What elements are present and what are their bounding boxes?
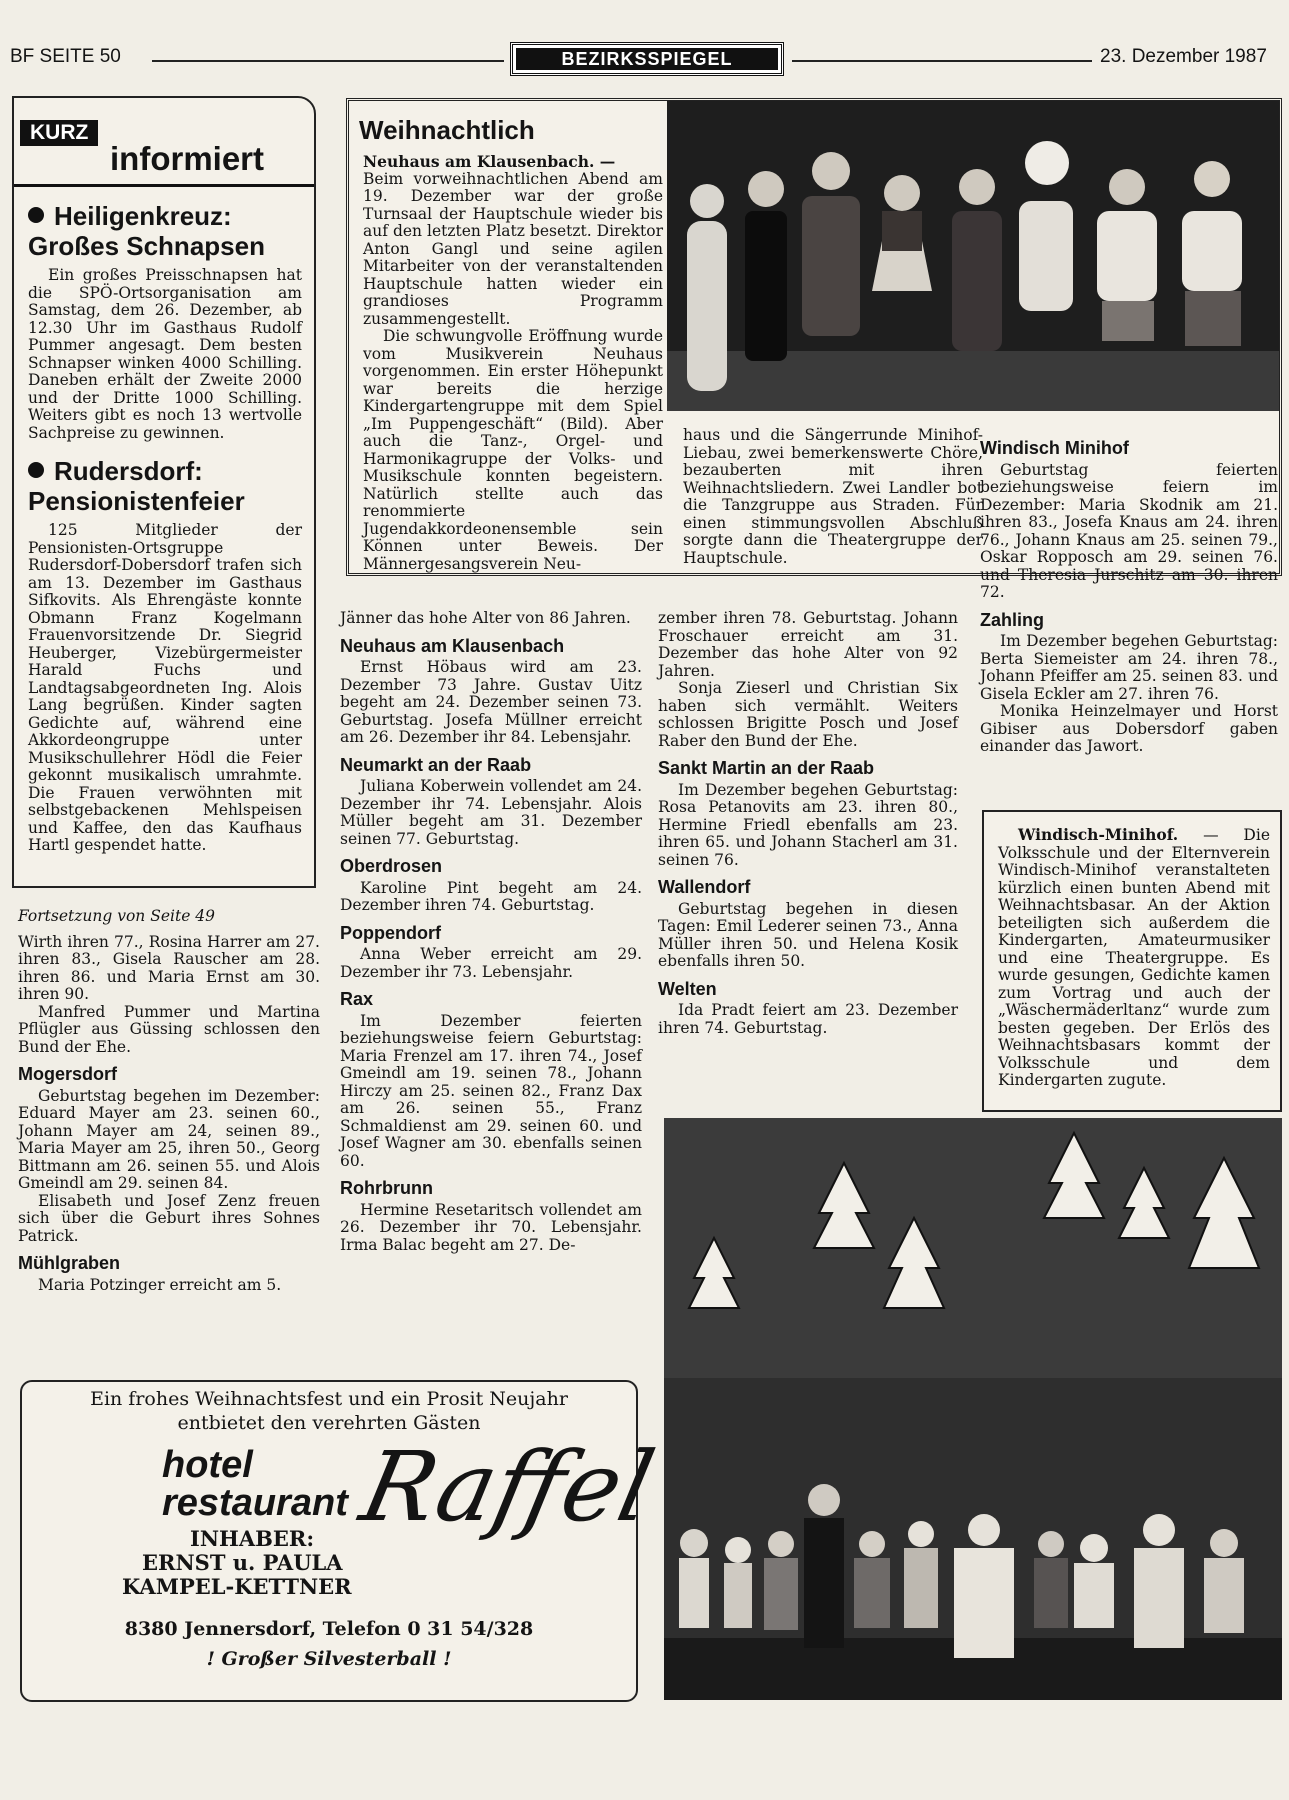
col3-text: Ida Pradt feiert am 23. Dezember ihren 74. Geburtstag. xyxy=(658,1001,958,1037)
col3-text: Im Dezember begehen Geburtstag: Rosa Petanovits am 23. ihren 80., Hermine Friedl ebenfalls am 23. ihren 65. und Johann Stacherl am 31. seinen 76. xyxy=(658,780,958,869)
heiligenkreuz-text: Ein großes Preisschnapsen hat die SPÖ-Ortsorganisation am Samstag, dem 26. Dezember, ab 12.30 Uhr im Gasthaus Rudolf Pummer angesagt. Dem besten Schnapser winken 4000 Schilling. Daneben erhält der Zweite 2000 und der Dritte 1000 Schilling. Weiters gibt es noch 13 wertvolle Sachpreise zu gewinnen. xyxy=(28,266,302,442)
ad-silvesterball: ! Großer Silvesterball ! xyxy=(206,1648,452,1670)
ad-owner-surname: KAMPEL-KETTNER xyxy=(122,1574,352,1599)
section-heading: Neuhaus am Klausenbach xyxy=(340,635,565,656)
col4-text: Im Dezember begehen Geburtstag: Berta Siemeister am 24. ihren 78., Johann Pfeiffer am 25. seinen 83. und Gisela Eckler am 27. ihren 76. xyxy=(980,632,1278,703)
weihnachtlich-text: Die schwungvolle Eröffnung wurde vom Musikverein Neuhaus vorgenommen. Ein erster Höhepunkt war bereits die herzige Kindergartengruppe mit dem Spiel „Im Puppengeschäft“ (Bild). Aber auch die Tanz-, Orgel- und Harmonikagruppe der Volks- und Musikschule konnten begeistern. Natürlich stellte auch das renommierte Jugendakkordeonensemble sein Können unter Beweis. Der Männergesangsverein Neu- xyxy=(363,327,663,573)
children-stage-photo xyxy=(667,101,1279,411)
col2-text: Jänner das hohe Alter von 86 Jahren. xyxy=(340,609,631,627)
section-heading: Sankt Martin an der Raab xyxy=(658,758,875,778)
section-heading: Mogersdorf xyxy=(18,1064,117,1084)
column-2 xyxy=(340,610,642,1254)
page-number: BF SEITE 50 xyxy=(10,46,121,67)
col2-text: Anna Weber erreicht am 29. Dezember ihr 73. Lebensjahr. xyxy=(340,945,642,981)
masthead-label: BEZIRKSSPIEGEL xyxy=(516,48,778,70)
minihof-place: Windisch-Minihof. xyxy=(1018,825,1179,844)
section-heading: Mühlgraben xyxy=(18,1253,120,1273)
windisch-minihof-box xyxy=(982,810,1282,1112)
weihnachtlich-col-b xyxy=(683,427,983,567)
ad-address: 8380 Jennersdorf, Telefon 0 31 54/328 xyxy=(124,1618,534,1640)
section-heading: Poppendorf xyxy=(340,922,441,943)
bullet-icon xyxy=(28,207,44,223)
masthead xyxy=(510,42,784,76)
kurz-header xyxy=(14,98,314,187)
header-rule-left xyxy=(152,60,504,62)
ad-greeting-1: Ein frohes Weihnachtsfest und ein Prosit Neujahr xyxy=(90,1388,568,1410)
section-heading: Neumarkt an der Raab xyxy=(340,754,532,775)
hotel-restaurant-ad xyxy=(20,1380,664,1702)
weihnachtlich-text: Beim vorweihnachtlichen Abend am 19. Dezember war der große Turnsaal der Hauptschule wieder bis auf den letzten Platz besetzt. Direktor Anton Gangl und seine agilen Mitarbeiter von der veranstaltenden Hauptschule hatten wieder ein grandioses Programm zusammengestellt. xyxy=(363,169,663,328)
kurz-title: informiert xyxy=(110,140,265,177)
weihnachtlich-place: Neuhaus am Klausenbach. — xyxy=(363,152,616,171)
col2-text: Karoline Pint begeht am 24. Dezember ihren 74. Geburtstag. xyxy=(340,878,642,914)
ad-logo-script: Raffel xyxy=(352,1431,664,1543)
section-heading: Zahling xyxy=(980,609,1044,630)
weihnachtlich-text: haus und die Sängerrunde Minihof-Liebau, zwei bemerkenswerte Chöre, bezauberten mit ihren Weihnachtsliedern. Zwei Landler bot die Tanzgruppe aus Straden. Für einen stimmungsvollen Abschluß sorgte dann die Theatergruppe der Hauptschule. xyxy=(683,426,983,567)
kurz-informiert-box xyxy=(12,96,316,888)
stage-performance-photo xyxy=(664,1118,1282,1700)
section-heading: Rohrbrunn xyxy=(340,1178,433,1198)
col1-text: Geburtstag begehen im Dezember: Eduard Mayer am 23. seinen 60., Johann Mayer am 24, seinen 89., Maria Mayer am 25, ihren 50., Georg Bittmann am 26. seinen 55. und Alois Gmeindl am 29. seinen 84. xyxy=(18,1086,320,1192)
bullet-icon xyxy=(28,462,44,478)
weihnachtlich-col-a xyxy=(363,153,663,573)
kurz-tag: KURZ xyxy=(20,120,98,146)
col2-text: Juliana Koberwein vollendet am 24. Dezember ihr 74. Lebensjahr. Alois Müller begeht am 31. Dezember seinen 77. Geburtstag. xyxy=(340,777,642,848)
col3-text: Geburtstag begehen in diesen Tagen: Emil Lederer seinen 73., Anna Müller ihren 50. und Helena Kosik ebenfalls ihren 50. xyxy=(658,899,958,970)
col2-text: Ernst Höbaus wird am 23. Dezember 73 Jahre. Gustav Uitz begeht am 24. Dezember seinen 73. Geburtstag. Josefa Müllner erreicht am 26. Dezember ihr 84. Lebensjahr. xyxy=(340,658,642,746)
weihnachtlich-title: Weihnachtlich xyxy=(359,115,535,145)
section-heading: Rax xyxy=(340,989,374,1009)
section-heading: Windisch Minihof xyxy=(980,438,1129,458)
header-rule-right xyxy=(792,60,1092,62)
fortsetzung-note: Fortsetzung von Seite 49 xyxy=(18,907,216,925)
heiligenkreuz-heading: Heiligenkreuz: Großes Schnapsen xyxy=(28,201,265,261)
ad-restaurant-word: restaurant xyxy=(162,1482,348,1524)
col2-text: Im Dezember feierten beziehungsweise feiern Geburtstag: Maria Frenzel am 17. ihren 74., Josef Gmeindl am 19. seinen 78., Johann Hirczy am 25. seinen 82., Franz Dax am 26. seinen 55., Franz Schmaldienst am 29. seinen 60. und Josef Wagner am 30. ebenfalls seinen 60. xyxy=(340,1011,642,1170)
col2-text: Hermine Resetaritsch vollendet am 26. Dezember ihr 70. Lebensjahr. Irma Balac begeht am 27. De- xyxy=(340,1200,642,1254)
col1-text: Manfred Pummer und Martina Pflügler aus Güssing schlossen den Bund der Ehe. xyxy=(18,1002,320,1056)
column-4 xyxy=(980,430,1278,756)
issue-date: 23. Dezember 1987 xyxy=(1100,46,1267,67)
col4-text: Geburtstag feierten beziehungsweise feiern im Dezember: Maria Skodnik am 21. ihren 83., Josefa Knaus am 24. ihren 76., Johann Knaus am 25. seinen 79., Oskar Ropposch am 29. seinen 76. und Theresia Jurschitz am 30. ihren 72. xyxy=(980,460,1278,601)
col1-text: Wirth ihren 77., Rosina Harrer am 27. ihren 83., Gisela Rauscher am 28. ihren 86. und Maria Ernst am 30. ihren 90. xyxy=(18,932,320,1003)
minihof-text xyxy=(998,826,1270,1090)
rudersdorf-text: 125 Mitglieder der Pensionisten-Ortsgruppe Rudersdorf-Dobersdorf trafen sich am 13. Dezember im Gasthaus Sifkovits. Als Ehrengäste konnte Obmann Franz Kogelmann Frauenvorsitzende Dr. Siegrid Heuberger, Vizebürgermeister Harald Fuchs und Landtagsabgeordneten Ing. Alois Lang begrüßen. Kinder sagten Gedichte auf, während eine Akkordeongruppe unter Musikschullehrer Hödl die Feier gekonnt musikalisch umrahmte. Die Frauen verwöhnten mit selbstgebackenen Mehlspeisen und Kaffee, den das Kaufhaus Hartl gespendet hatte. xyxy=(28,521,302,854)
column-1 xyxy=(18,908,320,1294)
col3-text: Sonja Zieserl und Christian Six haben sich vermählt. Weiters schlossen Brigitte Posch und Josef Raber den Bund der Ehe. xyxy=(658,679,958,750)
ad-hotel-word: hotel xyxy=(162,1444,253,1486)
col3-text: zember ihren 78. Geburtstag. Johann Froschauer erreicht am 31. Dezember das hohe Alter von 92 Jahren. xyxy=(658,609,958,680)
col1-text: Maria Potzinger erreicht am 5. xyxy=(38,1275,282,1294)
section-heading: Welten xyxy=(658,978,717,999)
ad-greeting-2: entbietet den verehrten Gästen xyxy=(177,1412,481,1434)
minihof-body: — Die Volksschule und der Elternverein Windisch-Minihof veranstalteten kürzlich einen bunten Abend mit Weihnachtsbasar. An der Aktion beteiligten sich außerdem die Kindergarten, Amateurmusiker und eine Theatergruppe. Es wurde gesungen, Gedichte kamen zum Vortrag und auch der „Wäschermäderltanz“ wurde zum besten gegeben. Der Erlös des Weihnachtsbasars kommt der Volksschule und dem Kindergarten zugute. xyxy=(998,826,1270,1089)
col1-text: Elisabeth und Josef Zenz freuen sich über die Geburt ihres Sohnes Patrick. xyxy=(18,1191,320,1245)
ad-owner-names: ERNST u. PAULA xyxy=(142,1550,343,1575)
col4-text: Monika Heinzelmayer und Horst Gibiser aus Dobersdorf gaben einander das Jawort. xyxy=(980,702,1278,755)
section-heading: Oberdrosen xyxy=(340,856,443,876)
column-3 xyxy=(658,610,958,1037)
rudersdorf-heading: Rudersdorf: Pensionistenfeier xyxy=(28,456,245,516)
section-heading: Wallendorf xyxy=(658,877,751,897)
ad-owner-label: INHABER: xyxy=(190,1526,315,1551)
